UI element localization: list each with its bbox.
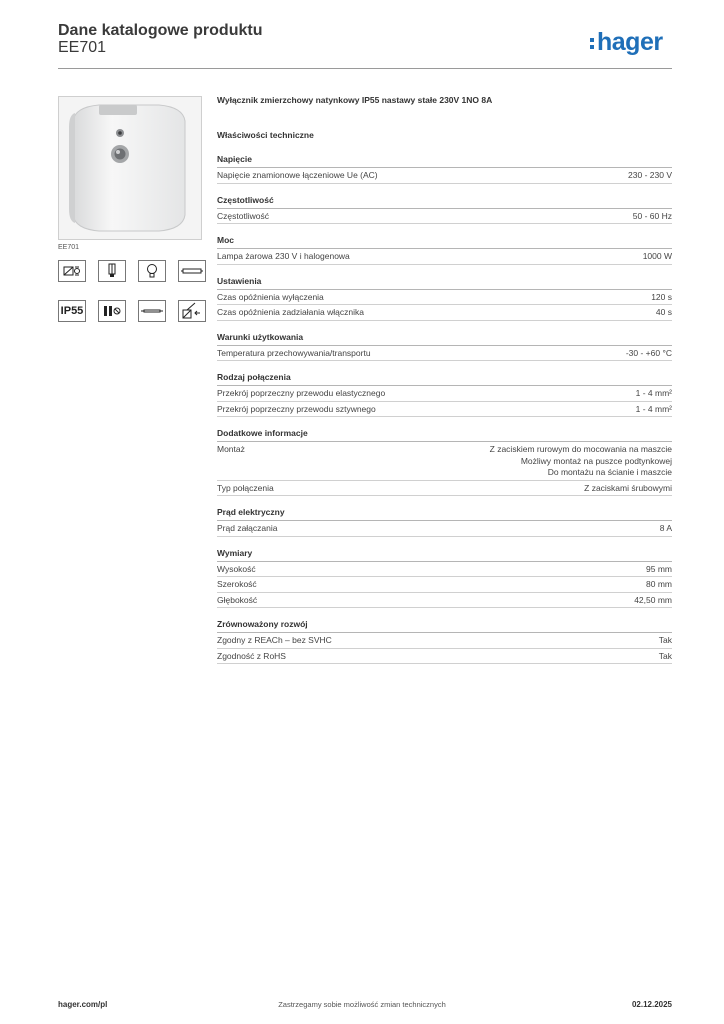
spec-section: [217, 276, 672, 321]
spec-row: [217, 562, 672, 578]
header-divider: [58, 68, 672, 69]
spec-row: [217, 305, 672, 321]
spec-label: Lampa żarowa 230 V i halogenowa: [217, 251, 350, 261]
twilight-sensor-icon: [58, 260, 86, 282]
spec-row: [217, 209, 672, 225]
spec-value: 40 s: [655, 307, 672, 317]
spec-label: Częstotliwość: [217, 210, 269, 221]
section-title: Rodzaj połączenia: [217, 372, 672, 386]
spec-value: 8 A: [659, 523, 672, 533]
spec-section: [217, 372, 672, 417]
spec-label: Wysokość: [217, 563, 256, 574]
spec-label: Temperatura przechowywania/transportu: [217, 347, 371, 358]
spec-value: 1000 W: [642, 251, 672, 261]
spec-value: 230 - 230 V: [628, 170, 672, 180]
image-caption: EE701: [58, 244, 80, 251]
spec-value: 1 - 4 mm²: [635, 388, 672, 398]
spec-row: [217, 649, 672, 665]
section-title: Zrównoważony rozwój: [217, 619, 672, 633]
spec-label: Czas opóźnienia wyłączenia: [217, 291, 324, 302]
hager-logo: [590, 28, 663, 57]
spec-value-line: Możliwy montaż na puszce podtynkowej: [520, 455, 672, 466]
spec-section: [217, 154, 672, 184]
section-title: Moc: [217, 235, 672, 249]
footer-disclaimer: Zastrzegamy sobie możliwość zmian technicznych: [278, 1000, 446, 1009]
spec-label: Prąd załączania: [217, 523, 278, 533]
spec-row: [217, 290, 672, 306]
spec-label: Przekrój poprzeczny przewodu elastycznego: [217, 388, 386, 398]
spec-row: [217, 168, 672, 184]
section-title: Dodatkowe informacje: [217, 428, 672, 442]
wall-mount-icon: [178, 300, 206, 322]
footer-date: 02.12.2025: [631, 1000, 672, 1009]
spec-value: Tak: [658, 650, 672, 661]
section-title: Warunki użytkowania: [217, 332, 672, 346]
spec-section: [217, 507, 672, 537]
ip55-icon: IP55: [58, 300, 86, 322]
specification-panel: [217, 95, 672, 675]
spec-row: [217, 593, 672, 609]
spec-row: [217, 633, 672, 649]
linear-lamp-icon: [138, 300, 166, 322]
tube-lamp-icon: [178, 260, 206, 282]
spec-label: Zgodność z RoHS: [217, 650, 286, 661]
section-title: Częstotliwość: [217, 195, 672, 209]
spec-label: Montaż: [217, 444, 245, 454]
spec-section: [217, 428, 672, 496]
spec-row: [217, 521, 672, 537]
spec-row: [217, 481, 672, 497]
spec-value-line: Do montażu na ścianie i maszcie: [547, 467, 672, 477]
spec-value-line: Z zaciskiem rurowym do mocowania na maszcie: [489, 444, 672, 454]
spec-value: Z zaciskami śrubowymi: [584, 482, 672, 493]
spec-section: [217, 548, 672, 609]
footer-website: hager.com/pl: [58, 1000, 108, 1009]
logo-dots-icon: [590, 35, 594, 52]
section-title: Prąd elektryczny: [217, 507, 672, 521]
logo-text: hager: [597, 28, 663, 56]
spec-value: 120 s: [651, 291, 672, 302]
spec-row: [217, 402, 672, 418]
spec-label: Napięcie znamionowe łączeniowe Ue (AC): [217, 170, 378, 180]
spec-label: Zgodny z REACh – bez SVHC: [217, 635, 332, 645]
twilight-switch-photo: [59, 97, 201, 239]
fluorescent-lamp-icon: [98, 260, 126, 282]
section-title: Wymiary: [217, 548, 672, 562]
spec-row: [217, 577, 672, 593]
spec-value: 95 mm: [646, 563, 672, 574]
spec-value: Tak: [658, 635, 672, 645]
spec-section: [217, 195, 672, 225]
spec-label: Głębokość: [217, 594, 258, 605]
spec-section: [217, 619, 672, 664]
led-driver-icon: [98, 300, 126, 322]
spec-row: [217, 442, 672, 481]
spec-value: 42,50 mm: [634, 594, 672, 605]
bulb-icon: [138, 260, 166, 282]
spec-value: 80 mm: [646, 579, 672, 589]
spec-value: 1 - 4 mm²: [635, 403, 672, 414]
section-title: Napięcie: [217, 154, 672, 168]
spec-label: Przekrój poprzeczny przewodu sztywnego: [217, 403, 376, 414]
spec-label: Czas opóźnienia zadziałania włącznika: [217, 307, 364, 317]
product-title: Wyłącznik zmierzchowy natynkowy IP55 nastawy stałe 230V 1NO 8A: [217, 95, 493, 105]
spec-value: 50 - 60 Hz: [632, 210, 672, 221]
spec-sections: [217, 154, 672, 664]
properties-title: Właściwości techniczne: [217, 130, 314, 140]
spec-value: -30 - +60 °C: [625, 347, 672, 358]
spec-value: [490, 444, 672, 479]
spec-label: Szerokość: [217, 579, 257, 589]
product-code: EE701: [58, 39, 107, 56]
spec-label: Typ połączenia: [217, 482, 274, 493]
spec-section: [217, 235, 672, 265]
document-title: Dane katalogowe produktu: [58, 22, 263, 39]
section-title: Ustawienia: [217, 276, 672, 290]
spec-row: [217, 249, 672, 265]
product-image: [58, 96, 202, 240]
spec-row: [217, 386, 672, 402]
spec-section: [217, 332, 672, 362]
spec-row: [217, 346, 672, 362]
